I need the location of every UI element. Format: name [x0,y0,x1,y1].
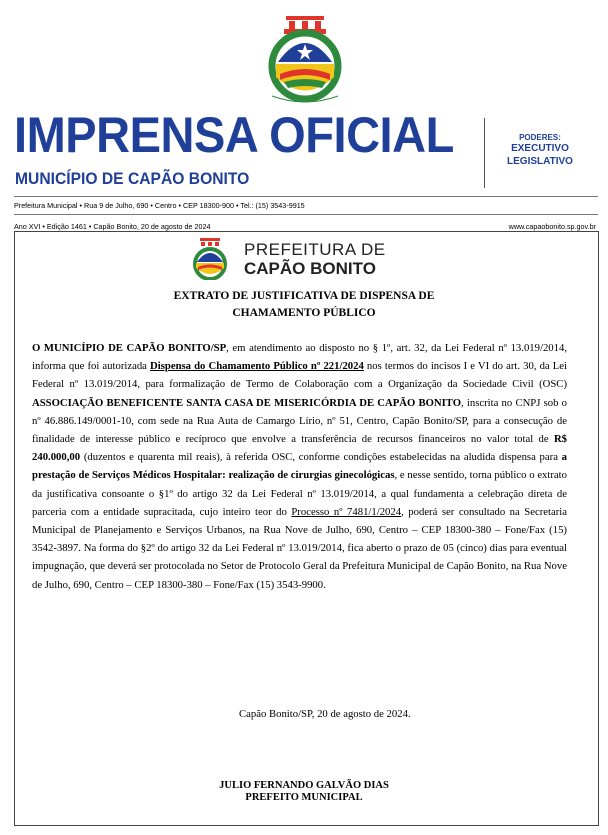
city-crest-icon [264,14,346,106]
address-line: Prefeitura Municipal • Rua 9 de Julho, 690 • Centro • CEP 18300-900 • Tel.: (15) 3543-9915 [14,201,305,210]
document-date: Capão Bonito/SP, 20 de agosto de 2024. [239,708,411,720]
divider [14,196,598,197]
masthead-divider [484,118,485,188]
document-title-line1: EXTRATO DE JUSTIFICATIVA DE DISPENSA DE [173,290,435,302]
power-executivo: EXECUTIVO [511,143,569,154]
body-amount: R$ 240.000,00 [32,433,567,464]
document-body [32,339,567,594]
body-processo-ref: Processo nº 7481/1/2024 [291,505,402,518]
edition-line: Ano XVI • Edição 1461 • Capão Bonito, 20 de agosto de 2024 [14,222,211,231]
body-dispensa-ref: Dispensa do Chamamento Público nº 221/2024 [150,360,364,373]
prefeitura-logo-icon [188,238,232,280]
masthead-title: IMPRENSA OFICIAL [14,107,454,163]
body-text-5: , e nesse sentido, torna público o extrato da justificativa consoante o §1º do artigo 32 da Lei Federal nº 13.019/2014, a qual fundamenta a celebração direta de parceria com a entidade supracitada, cujo inteiro teor do [32,469,567,518]
prefeitura-logo-line1: PREFEITURA DE [244,240,386,259]
website-link[interactable]: www.capaobonito.sp.gov.br [508,222,596,231]
body-osc-name: ASSOCIAÇÃO BENEFICENTE SANTA CASA DE MISERICÓRDIA DE CAPÃO BONITO [32,396,462,409]
powers-label: PODERES: [519,133,561,142]
document-title-line2: CHAMAMENTO PÚBLICO [232,307,376,319]
body-text-4: (duzentos e quarenta mil reais), à referida OSC, conforme condições estabelecidas na aludida dispensa para [80,451,562,464]
body-text-3: , inscrita no CNPJ sob o nº 46.886.149/0001-10, com sede na Rua Auta de Camargo Lírio, nº 51, Centro, Capão Bonito/SP, para a consecução de finalidade de interesse público e recíproco que envolve a transferência de recursos financeiros no valor total de [32,396,567,446]
body-municipio: O MUNICÍPIO DE CAPÃO BONITO/SP [32,342,227,354]
divider [14,214,598,215]
body-text-2: nos termos do incisos I e VI do art. 30, da Lei Federal nº 13.019/2014, para formalização de Termo de Colaboração com a Organização da Sociedade Civil (OSC) [32,360,567,391]
prefeitura-logo-line2: CAPÃO BONITO [244,259,376,278]
masthead-subtitle: MUNICÍPIO DE CAPÃO BONITO [15,169,250,188]
power-legislativo: LEGISLATIVO [507,155,573,167]
powers-block [492,133,588,168]
body-text-6: , poderá ser consultado na Secretaria Municipal de Planejamento e Serviços Urbanos, na Rua Nove de Julho, 690, Centro – CEP 18300-380 – Fone/Fax (15) 3542-3897. Na forma do §2º do artigo 32 da Lei Federal nº 13.019/2014, fica aberto o prazo de 05 (cinco) dias para eventual impugnação, que deverá ser protocolada no Setor de Protocolo Geral da Prefeitura Municipal de Capão Bonito, na Rua Nove de Julho, 690, Centro – CEP 18300-380 – Fone/Fax (15) 3543-9900. [32,505,568,591]
signer-role: PREFEITO MUNICIPAL [245,792,363,803]
body-service: a prestação de Serviços Médicos Hospitalar: realização de cirurgias ginecológicas [32,451,567,482]
signer-name: JULIO FERNANDO GALVÃO DIAS [219,780,389,791]
body-text-1: , em atendimento ao disposto no § 1º, art. 32, da Lei Federal nº 13.019/2014, informa que foi autorizada [32,342,567,373]
